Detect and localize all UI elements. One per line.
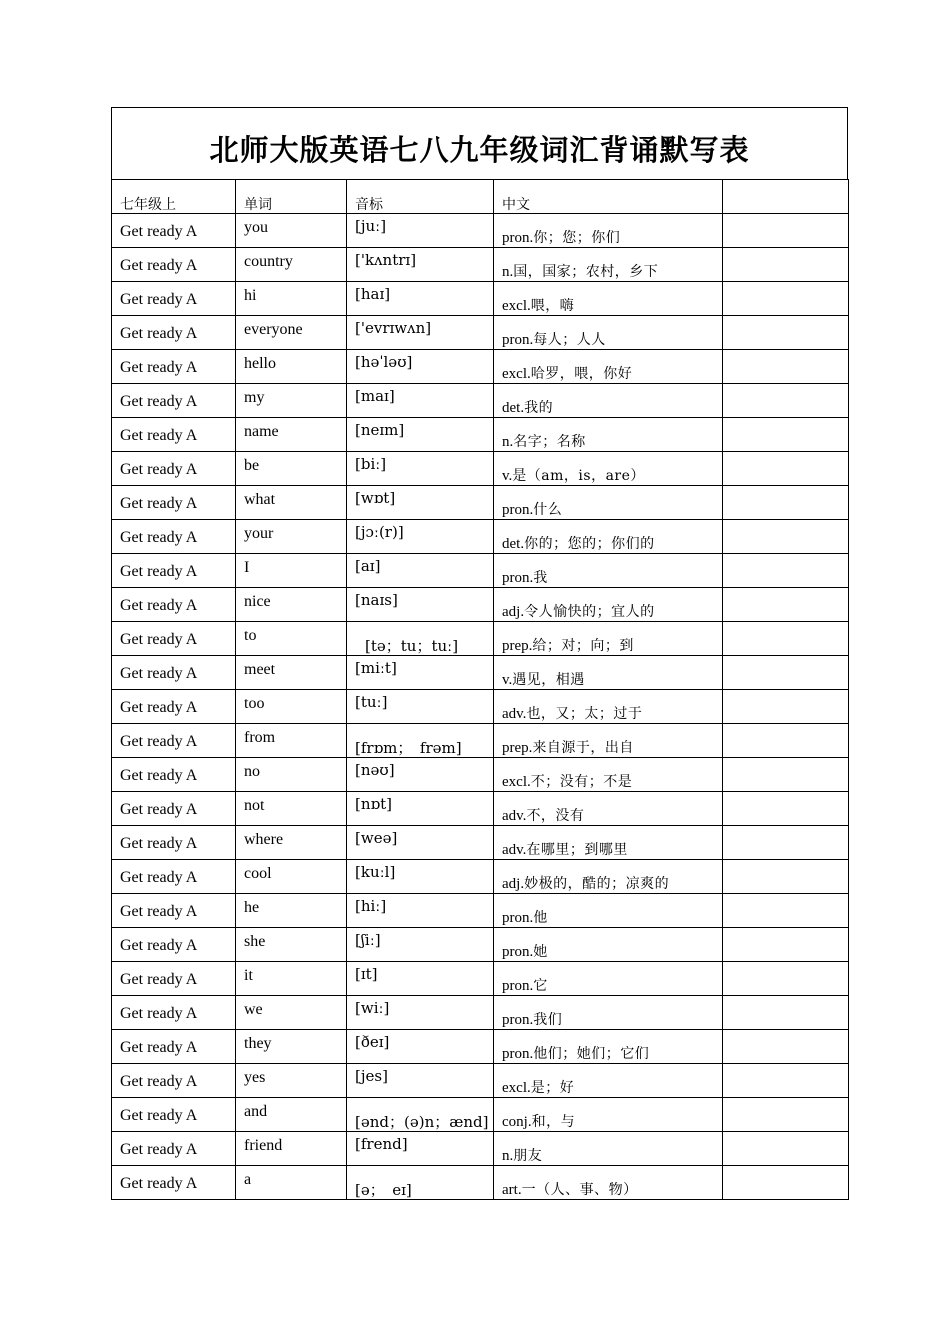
chinese-meaning: 在哪里；到哪里: [526, 842, 628, 858]
table-row: [112, 486, 849, 520]
part-of-speech: adj.: [502, 876, 525, 892]
part-of-speech: adv.: [502, 842, 527, 858]
blank-cell: [723, 690, 849, 724]
table-row: [112, 826, 849, 860]
phonetic-cell: [həˈləʊ]: [347, 350, 494, 384]
phonetic-cell: [frend]: [347, 1132, 494, 1166]
table-row: [112, 1064, 849, 1098]
vocabulary-table: [111, 179, 849, 1200]
word-cell: everyone: [236, 316, 347, 350]
phonetic-cell: [jes]: [347, 1064, 494, 1098]
blank-cell: [723, 486, 849, 520]
meaning-cell: [494, 350, 723, 384]
part-of-speech: n.: [502, 434, 514, 450]
meaning-cell: [494, 860, 723, 894]
meaning-cell: [494, 792, 723, 826]
phonetic-cell: [juː]: [347, 214, 494, 248]
lesson-cell: Get ready A: [112, 962, 236, 996]
part-of-speech: det.: [502, 400, 525, 416]
word-cell: too: [236, 690, 347, 724]
part-of-speech: pron.: [502, 570, 534, 586]
meaning-cell: [494, 588, 723, 622]
vocabulary-sheet: [111, 107, 848, 1200]
chinese-meaning: 我: [533, 570, 548, 586]
word-cell: I: [236, 554, 347, 588]
meaning-cell: [494, 928, 723, 962]
lesson-cell: Get ready A: [112, 690, 236, 724]
blank-cell: [723, 384, 849, 418]
table-row: [112, 792, 849, 826]
meaning-cell: [494, 656, 723, 690]
meaning-cell: [494, 486, 723, 520]
table-row: [112, 758, 849, 792]
part-of-speech: pron.: [502, 230, 534, 246]
part-of-speech: pron.: [502, 910, 534, 926]
part-of-speech: excl.: [502, 366, 531, 382]
lesson-cell: Get ready A: [112, 860, 236, 894]
blank-cell: [723, 418, 849, 452]
word-cell: your: [236, 520, 347, 554]
blank-cell: [723, 350, 849, 384]
word-cell: you: [236, 214, 347, 248]
title-box: [111, 107, 848, 179]
word-cell: what: [236, 486, 347, 520]
phonetic-cell: [ɪt]: [347, 962, 494, 996]
chinese-meaning: 遇见，相遇: [512, 672, 585, 688]
word-cell: yes: [236, 1064, 347, 1098]
phonetic-cell: [tuː]: [347, 690, 494, 724]
part-of-speech: det.: [502, 536, 525, 552]
word-cell: cool: [236, 860, 347, 894]
meaning-cell: [494, 894, 723, 928]
table-row: [112, 588, 849, 622]
phonetic-cell: [nəʊ]: [347, 758, 494, 792]
blank-cell: [723, 588, 849, 622]
meaning-cell: [494, 724, 723, 758]
lesson-cell: Get ready A: [112, 418, 236, 452]
meaning-cell: [494, 1132, 723, 1166]
part-of-speech: conj.: [502, 1114, 532, 1130]
part-of-speech: n.: [502, 1148, 514, 1164]
phonetic-cell: ['kʌntrɪ]: [347, 248, 494, 282]
word-cell: she: [236, 928, 347, 962]
part-of-speech: v.: [502, 468, 513, 484]
phonetic-cell: [naɪs]: [347, 588, 494, 622]
table-row: [112, 724, 849, 758]
table-row: [112, 622, 849, 656]
lesson-cell: Get ready A: [112, 792, 236, 826]
blank-cell: [723, 214, 849, 248]
word-cell: not: [236, 792, 347, 826]
chinese-meaning: 我的: [524, 400, 554, 416]
phonetic-cell: [ənd；(ə)n；ænd]: [347, 1098, 494, 1132]
word-cell: country: [236, 248, 347, 282]
phonetic-cell: ['evrɪwʌn]: [347, 316, 494, 350]
blank-cell: [723, 962, 849, 996]
phonetic-cell: [biː]: [347, 452, 494, 486]
lesson-cell: Get ready A: [112, 928, 236, 962]
blank-cell: [723, 1132, 849, 1166]
chinese-meaning: 是；好: [530, 1080, 575, 1096]
lesson-cell: Get ready A: [112, 622, 236, 656]
chinese-meaning: 妙极的，酷的；凉爽的: [524, 876, 670, 892]
blank-cell: [723, 792, 849, 826]
table-row: [112, 418, 849, 452]
chinese-meaning: 朋友: [513, 1148, 543, 1164]
chinese-meaning: 她: [533, 944, 548, 960]
lesson-cell: Get ready A: [112, 588, 236, 622]
table-row: [112, 1132, 849, 1166]
meaning-cell: [494, 384, 723, 418]
table-row: [112, 214, 849, 248]
table-row: [112, 1098, 849, 1132]
chinese-meaning: 也，又；太；过于: [526, 706, 643, 722]
lesson-cell: Get ready A: [112, 758, 236, 792]
table-row: [112, 690, 849, 724]
table-row: [112, 350, 849, 384]
part-of-speech: adj.: [502, 604, 525, 620]
chinese-meaning: 每人；人人: [533, 332, 606, 348]
blank-cell: [723, 248, 849, 282]
header-word: 单词: [236, 180, 347, 214]
lesson-cell: Get ready A: [112, 520, 236, 554]
blank-cell: [723, 1030, 849, 1064]
table-row: [112, 894, 849, 928]
chinese-meaning: 你；您；你们: [533, 230, 621, 246]
phonetic-cell: [hiː]: [347, 894, 494, 928]
blank-cell: [723, 1166, 849, 1200]
meaning-cell: [494, 418, 723, 452]
table-row: [112, 520, 849, 554]
table-row: [112, 248, 849, 282]
table-row: [112, 554, 849, 588]
word-cell: be: [236, 452, 347, 486]
phonetic-cell: [frɒm； frəm]: [347, 724, 494, 758]
lesson-cell: Get ready A: [112, 384, 236, 418]
lesson-cell: Get ready A: [112, 996, 236, 1030]
meaning-cell: [494, 214, 723, 248]
phonetic-cell: [ə； eɪ]: [347, 1166, 494, 1200]
meaning-cell: [494, 690, 723, 724]
table-row: [112, 860, 849, 894]
lesson-cell: Get ready A: [112, 486, 236, 520]
lesson-cell: Get ready A: [112, 350, 236, 384]
word-cell: they: [236, 1030, 347, 1064]
chinese-meaning: 不，没有: [526, 808, 585, 824]
phonetic-cell: [kuːl]: [347, 860, 494, 894]
blank-cell: [723, 452, 849, 486]
chinese-meaning: 他们；她们；它们: [533, 1046, 650, 1062]
phonetic-cell: [weə]: [347, 826, 494, 860]
word-cell: hi: [236, 282, 347, 316]
meaning-cell: [494, 1030, 723, 1064]
meaning-cell: [494, 1166, 723, 1200]
word-cell: we: [236, 996, 347, 1030]
table-row: [112, 316, 849, 350]
blank-cell: [723, 928, 849, 962]
chinese-meaning: 什么: [533, 502, 563, 518]
blank-cell: [723, 554, 849, 588]
part-of-speech: art.: [502, 1182, 522, 1198]
blank-cell: [723, 520, 849, 554]
phonetic-cell: [jɔː(r)]: [347, 520, 494, 554]
phonetic-cell: [nɒt]: [347, 792, 494, 826]
lesson-cell: Get ready A: [112, 1064, 236, 1098]
part-of-speech: pron.: [502, 1012, 534, 1028]
table-row: [112, 1166, 849, 1200]
word-cell: hello: [236, 350, 347, 384]
meaning-cell: [494, 282, 723, 316]
chinese-meaning: 是（am，is，are）: [512, 468, 645, 484]
word-cell: my: [236, 384, 347, 418]
phonetic-cell: [wɒt]: [347, 486, 494, 520]
lesson-cell: Get ready A: [112, 894, 236, 928]
phonetic-cell: [ʃiː]: [347, 928, 494, 962]
phonetic-cell: [maɪ]: [347, 384, 494, 418]
part-of-speech: n.: [502, 264, 514, 280]
blank-cell: [723, 860, 849, 894]
blank-cell: [723, 282, 849, 316]
part-of-speech: pron.: [502, 332, 534, 348]
word-cell: meet: [236, 656, 347, 690]
part-of-speech: excl.: [502, 774, 531, 790]
meaning-cell: [494, 520, 723, 554]
meaning-cell: [494, 554, 723, 588]
table-row: [112, 656, 849, 690]
word-cell: where: [236, 826, 347, 860]
phonetic-cell: [wiː]: [347, 996, 494, 1030]
part-of-speech: adv.: [502, 706, 527, 722]
lesson-cell: Get ready A: [112, 316, 236, 350]
phonetic-cell: [ðeɪ]: [347, 1030, 494, 1064]
part-of-speech: pron.: [502, 978, 534, 994]
part-of-speech: prep.: [502, 638, 533, 654]
chinese-meaning: 来自源于，出自: [532, 740, 634, 756]
chinese-meaning: 一（人、事、物）: [521, 1182, 638, 1198]
part-of-speech: adv.: [502, 808, 527, 824]
phonetic-cell: [haɪ]: [347, 282, 494, 316]
blank-cell: [723, 622, 849, 656]
lesson-cell: Get ready A: [112, 826, 236, 860]
word-cell: nice: [236, 588, 347, 622]
meaning-cell: [494, 452, 723, 486]
blank-cell: [723, 1064, 849, 1098]
chinese-meaning: 不；没有；不是: [530, 774, 633, 790]
chinese-meaning: 他: [533, 910, 548, 926]
word-cell: from: [236, 724, 347, 758]
lesson-cell: Get ready A: [112, 248, 236, 282]
table-row: [112, 996, 849, 1030]
chinese-meaning: 给；对；向；到: [532, 638, 634, 654]
chinese-meaning: 它: [533, 978, 548, 994]
table-row: [112, 928, 849, 962]
part-of-speech: pron.: [502, 502, 534, 518]
page-title: 北师大版英语七八九年级词汇背诵默写表: [209, 133, 750, 167]
lesson-cell: Get ready A: [112, 1132, 236, 1166]
meaning-cell: [494, 316, 723, 350]
phonetic-cell: [miːt]: [347, 656, 494, 690]
header-grade: 七年级上: [112, 180, 236, 214]
meaning-cell: [494, 758, 723, 792]
header-chinese: 中文: [494, 180, 723, 214]
lesson-cell: Get ready A: [112, 554, 236, 588]
word-cell: it: [236, 962, 347, 996]
phonetic-cell: [tə；tu；tuː]: [347, 622, 494, 656]
word-cell: friend: [236, 1132, 347, 1166]
header-phonetic: 音标: [347, 180, 494, 214]
word-cell: he: [236, 894, 347, 928]
part-of-speech: prep.: [502, 740, 533, 756]
blank-cell: [723, 894, 849, 928]
table-row: [112, 452, 849, 486]
lesson-cell: Get ready A: [112, 282, 236, 316]
meaning-cell: [494, 622, 723, 656]
part-of-speech: v.: [502, 672, 513, 688]
chinese-meaning: 你的；您的；你们的: [524, 536, 655, 552]
blank-cell: [723, 758, 849, 792]
blank-cell: [723, 316, 849, 350]
table-header-row: [112, 180, 849, 214]
word-cell: name: [236, 418, 347, 452]
table-row: [112, 282, 849, 316]
chinese-meaning: 我们: [533, 1012, 563, 1028]
word-cell: and: [236, 1098, 347, 1132]
word-cell: no: [236, 758, 347, 792]
phonetic-cell: [aɪ]: [347, 554, 494, 588]
table-row: [112, 1030, 849, 1064]
word-cell: a: [236, 1166, 347, 1200]
chinese-meaning: 国，国家；农村，乡下: [513, 264, 659, 280]
meaning-cell: [494, 962, 723, 996]
blank-cell: [723, 826, 849, 860]
chinese-meaning: 喂，嗨: [530, 298, 575, 314]
lesson-cell: Get ready A: [112, 656, 236, 690]
chinese-meaning: 和，与: [531, 1114, 576, 1130]
lesson-cell: Get ready A: [112, 1166, 236, 1200]
lesson-cell: Get ready A: [112, 214, 236, 248]
lesson-cell: Get ready A: [112, 724, 236, 758]
blank-cell: [723, 1098, 849, 1132]
part-of-speech: excl.: [502, 1080, 531, 1096]
meaning-cell: [494, 1064, 723, 1098]
lesson-cell: Get ready A: [112, 452, 236, 486]
table-row: [112, 384, 849, 418]
table-row: [112, 962, 849, 996]
chinese-meaning: 名字；名称: [513, 434, 586, 450]
chinese-meaning: 哈罗，喂，你好: [530, 366, 633, 382]
part-of-speech: pron.: [502, 944, 534, 960]
meaning-cell: [494, 248, 723, 282]
header-extra: [723, 180, 849, 214]
word-cell: to: [236, 622, 347, 656]
meaning-cell: [494, 996, 723, 1030]
lesson-cell: Get ready A: [112, 1030, 236, 1064]
phonetic-cell: [neɪm]: [347, 418, 494, 452]
meaning-cell: [494, 1098, 723, 1132]
lesson-cell: Get ready A: [112, 1098, 236, 1132]
part-of-speech: pron.: [502, 1046, 534, 1062]
blank-cell: [723, 724, 849, 758]
part-of-speech: excl.: [502, 298, 531, 314]
blank-cell: [723, 656, 849, 690]
blank-cell: [723, 996, 849, 1030]
meaning-cell: [494, 826, 723, 860]
chinese-meaning: 令人愉快的；宜人的: [524, 604, 655, 620]
